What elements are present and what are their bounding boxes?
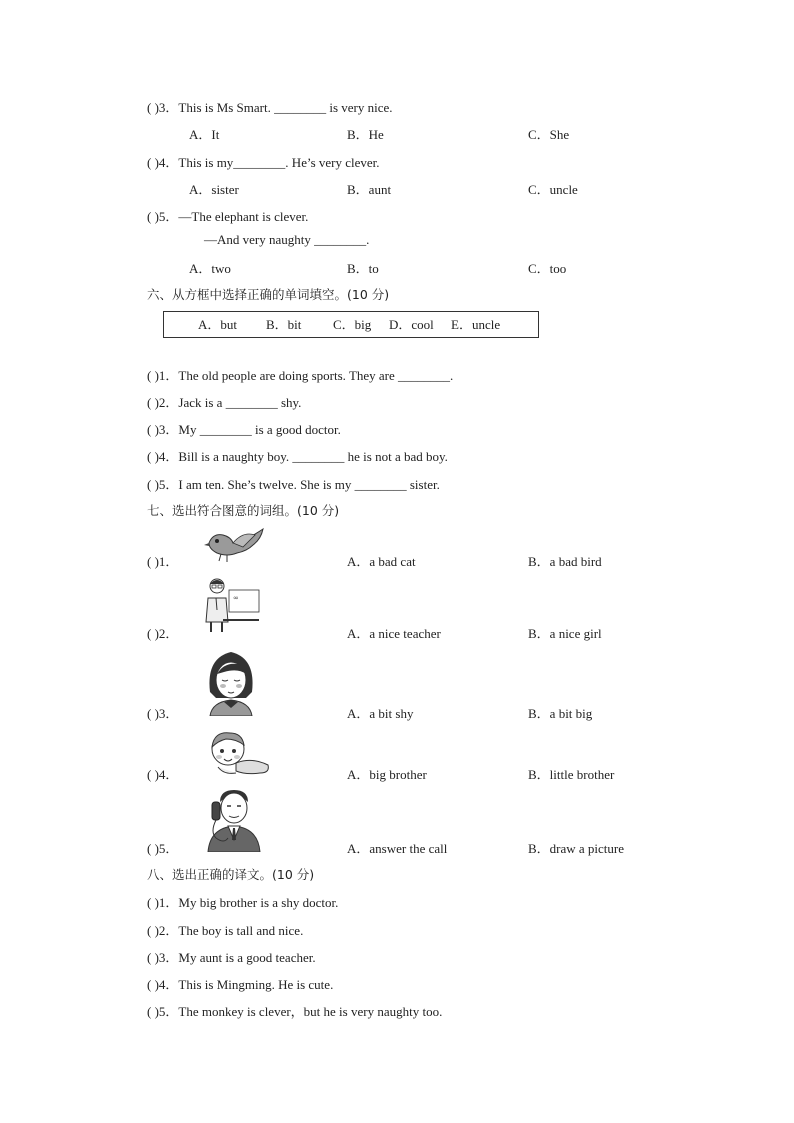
option-a: A．answer the call <box>347 841 448 856</box>
section-6-item: ( )5．I am ten. She’s twelve. She is my ________ sister. <box>147 477 440 492</box>
option-a: A．a bad cat <box>347 554 416 569</box>
section-6-item: ( )1．The old people are doing sports. They are ________. <box>147 368 454 383</box>
section-7-title: 七、选出符合图意的词组。(10 分) <box>147 503 340 518</box>
option-c: C．She <box>528 127 570 142</box>
option-a: A．two <box>189 261 231 276</box>
section-6-item: ( )2．Jack is a ________ shy. <box>147 395 302 410</box>
section-8-item: ( )1．My big brother is a shy doctor. <box>147 895 339 910</box>
option-c: C．too <box>528 261 567 276</box>
word-box-item: A．but <box>198 317 238 332</box>
word-box-item: C．big <box>333 317 372 332</box>
section-8-title: 八、选出正确的译文。(10 分) <box>147 867 315 882</box>
section-8-item: ( )3．My aunt is a good teacher. <box>147 950 316 965</box>
section-8-item: ( )2．The boy is tall and nice. <box>147 923 304 938</box>
option-a: A．a nice teacher <box>347 626 441 641</box>
section-7-item-number: ( )4． <box>147 767 179 782</box>
option-b: B．a bit big <box>528 706 593 721</box>
svg-text:∞: ∞ <box>233 594 239 602</box>
option-b: B．a nice girl <box>528 626 602 641</box>
shy-girl-icon <box>204 648 258 716</box>
option-a: A．a bit shy <box>347 706 414 721</box>
word-box-item: B．bit <box>266 317 302 332</box>
section-8-item: ( )4．This is Mingming. He is cute. <box>147 977 334 992</box>
baby-icon <box>206 727 272 779</box>
section-7-item-number: ( )2． <box>147 626 179 641</box>
option-a: A．big brother <box>347 767 427 782</box>
section-6-item: ( )3．My ________ is a good doctor. <box>147 422 341 437</box>
teacher-icon <box>203 576 261 632</box>
option-b: B．He <box>347 127 384 142</box>
section-7-item-number: ( )3． <box>147 706 179 721</box>
question-5-4: ( )4．This is my________. He’s very clever. <box>147 155 380 170</box>
option-c: C．uncle <box>528 182 578 197</box>
option-a: A．sister <box>189 182 239 197</box>
section-7-item-number: ( )1． <box>147 554 179 569</box>
section-6-title: 六、从方框中选择正确的单词填空。(10 分) <box>147 287 390 302</box>
bird-icon <box>203 527 265 567</box>
option-b: B．little brother <box>528 767 615 782</box>
section-6-item: ( )4．Bill is a naughty boy. ________ he is not a bad boy. <box>147 449 448 464</box>
word-box-item: E．uncle <box>451 317 501 332</box>
question-5-5-reply: —And very naughty ________. <box>204 232 370 247</box>
option-b: B．draw a picture <box>528 841 625 856</box>
option-b: B．aunt <box>347 182 392 197</box>
section-7-item-number: ( )5． <box>147 841 179 856</box>
section-8-item: ( )5．The monkey is clever，but he is very naughty too. <box>147 1004 443 1019</box>
phone-call-icon <box>204 788 262 852</box>
question-5-5: ( )5．—The elephant is clever. <box>147 209 309 224</box>
question-5-3: ( )3．This is Ms Smart. ________ is very nice. <box>147 100 393 115</box>
option-b: B．a bad bird <box>528 554 602 569</box>
option-b: B．to <box>347 261 379 276</box>
option-a: A．It <box>189 127 220 142</box>
word-box-item: D．cool <box>389 317 434 332</box>
